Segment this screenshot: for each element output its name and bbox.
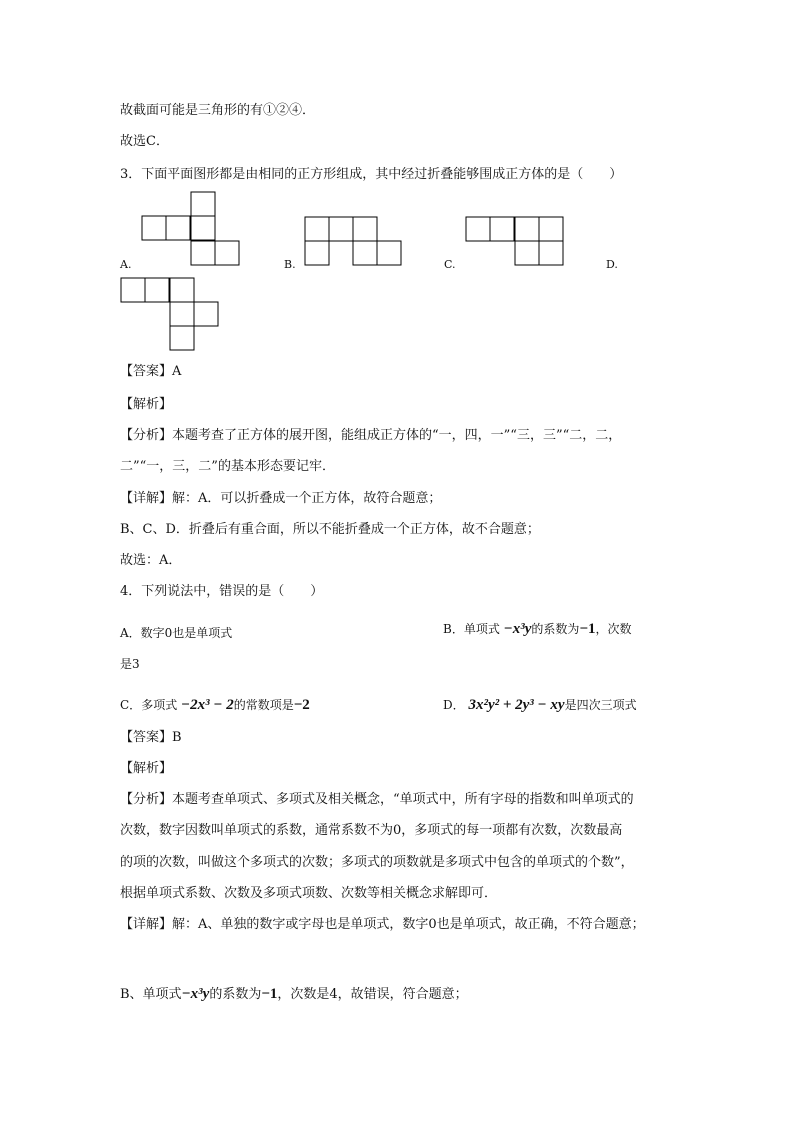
- detail-text: [120, 985, 468, 1004]
- option-c-label: C.: [444, 258, 456, 271]
- math-value: −1: [579, 621, 596, 637]
- analysis-text: 【分析】本题考查单项式、多项式及相关概念，“单项式中，所有字母的指数和叫单项式的: [120, 792, 634, 807]
- option-text: 多项式: [141, 698, 178, 712]
- question-3: 3．下面平面图形都是由相同的正方形组成，其中经过折叠能够围成正方体的是（ ）: [120, 167, 623, 182]
- detail-text: 【详解】解：A、单独的数字或字母也是单项式，数字0也是单项式，故正确，不符合题意；: [120, 917, 645, 932]
- detail-pre: B、单项式: [120, 987, 182, 1002]
- detail-text: 【详解】解：A．可以折叠成一个正方体，故符合题意；: [120, 491, 442, 506]
- math-expression: −x³y: [181, 986, 210, 1002]
- option-b: [443, 620, 632, 638]
- option-label: C．: [120, 698, 142, 712]
- option-label: A．: [120, 626, 141, 640]
- option-c: [120, 696, 310, 714]
- detail-text: B、C、D．折叠后有重合面，所以不能折叠成一个正方体，故不合题意；: [120, 522, 540, 537]
- option-b-wrap: 是3: [120, 657, 140, 671]
- analysis-text: 二”“一，三，二”的基本形态要记牢．: [120, 459, 335, 474]
- analysis-text: 【分析】本题考查了正方体的展开图，能组成正方体的“一，四，一”“三，三”“二，二，: [120, 428, 622, 443]
- option-label: B．: [443, 622, 464, 636]
- answer-3: 【答案】A: [120, 364, 182, 379]
- option-a: [120, 624, 232, 642]
- net-figure-a: [140, 190, 242, 270]
- math-expression: −2x³ − 2: [181, 697, 234, 713]
- option-b-label: B.: [284, 258, 296, 271]
- option-d: [443, 696, 637, 714]
- detail-text: 故选：A．: [120, 553, 182, 568]
- option-label: D．: [443, 698, 465, 712]
- question-4: 4．下列说法中，错误的是（ ）: [120, 584, 324, 599]
- option-text: 的常数项是: [233, 698, 294, 712]
- math-value: −2: [293, 697, 310, 713]
- math-expression: −x³y: [503, 621, 532, 637]
- option-text: ，次数: [595, 622, 632, 636]
- net-figure-c: [465, 215, 567, 270]
- option-text: 数字0也是单项式: [140, 626, 233, 640]
- net-figure-d: [119, 276, 221, 356]
- math-expression: 3x²y² + 2y³ − xy: [468, 697, 565, 713]
- analysis-text: 根据单项式系数、次数及多项式项数、次数等相关概念求解即可．: [120, 886, 498, 901]
- option-a-label: A.: [120, 258, 132, 271]
- analysis-text: 的项的次数，叫做这个多项式的次数；多项式的项数就是多项式中包含的单项式的个数”，: [120, 855, 634, 870]
- answer-4: 【答案】B: [120, 730, 182, 745]
- analysis-heading-3: 【解析】: [120, 397, 173, 412]
- detail-post: ，次数是4，故错误，符合题意；: [277, 987, 468, 1002]
- option-text: 是四次三项式: [564, 698, 637, 712]
- text-line: 故截面可能是三角形的有①②④．: [120, 103, 316, 118]
- net-figure-b: [304, 215, 406, 270]
- analysis-heading-4: 【解析】: [120, 761, 173, 776]
- text-line: 故选C．: [120, 134, 169, 149]
- math-value: −1: [261, 986, 278, 1002]
- option-text: 的系数为: [531, 622, 580, 636]
- analysis-text: 次数，数字因数叫单项式的系数，通常系数不为0，多项式的每一项都有次数，次数最高: [120, 823, 623, 838]
- detail-mid: 的系数为: [209, 987, 262, 1002]
- option-text: 单项式: [463, 622, 500, 636]
- option-d-label: D.: [606, 258, 618, 271]
